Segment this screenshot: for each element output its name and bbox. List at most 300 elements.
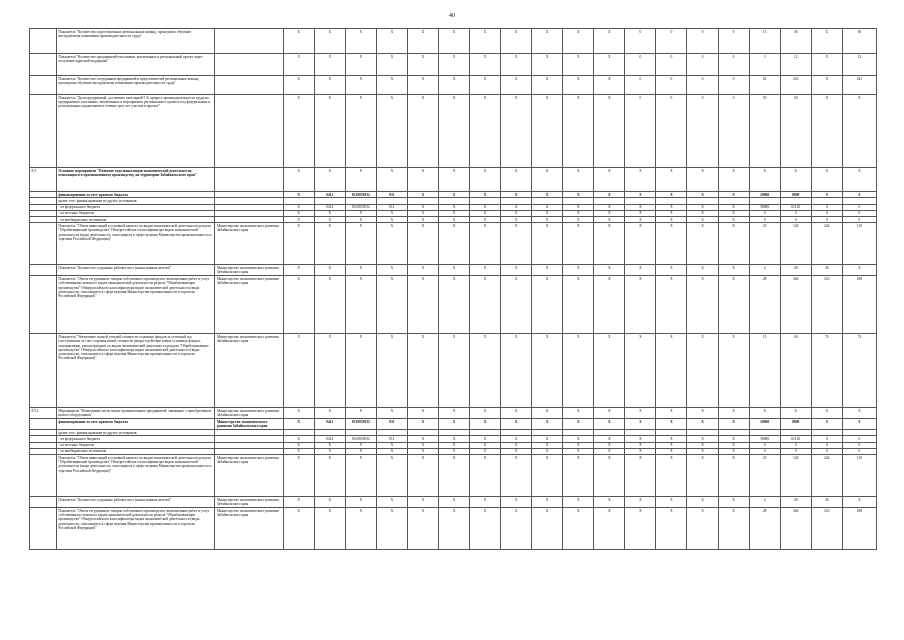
value-cell: X	[532, 95, 563, 168]
value-cell: X	[438, 217, 469, 223]
value-cell: X	[718, 419, 749, 430]
value-cell: X	[842, 265, 876, 276]
value-cell: X	[718, 442, 749, 448]
value-cell: 323	[811, 508, 842, 550]
value-cell: X	[594, 497, 625, 508]
value-cell: X	[438, 76, 469, 95]
value-cell: X	[407, 217, 438, 223]
responsible-cell: Министерство экономического развития Забайкальского края	[215, 334, 283, 408]
value-cell: X	[532, 448, 563, 454]
value-cell: X	[718, 265, 749, 276]
value-cell: X	[656, 192, 687, 198]
value-cell: 0	[811, 419, 842, 430]
value-cell: X	[718, 334, 749, 408]
value-cell: X	[687, 508, 718, 550]
table-row	[30, 419, 877, 430]
value-cell: 0	[842, 217, 876, 223]
value-cell: 224	[811, 223, 842, 265]
value-cell: X	[594, 442, 625, 448]
value-cell: X	[656, 223, 687, 265]
value-cell: X	[470, 508, 501, 550]
value-cell: 0	[811, 436, 842, 442]
value-cell: X	[718, 210, 749, 216]
description-cell: Показатель "Количество подготовленных региональных команд, прошедших обучение инструментам повышения производительности труда"	[56, 29, 214, 54]
value-cell: X	[563, 192, 594, 198]
value-cell: X	[376, 508, 407, 550]
value-cell: 40	[780, 334, 811, 408]
value-cell: X	[501, 76, 532, 95]
value-cell: X	[438, 265, 469, 276]
value-cell: X	[656, 442, 687, 448]
value-cell: X	[594, 436, 625, 442]
value-cell: 0	[656, 76, 687, 95]
value-cell: X	[407, 265, 438, 276]
value-cell: 8800	[780, 192, 811, 198]
value-cell: 0412	[314, 436, 345, 442]
value-cell: X	[532, 168, 563, 192]
value-cell: X	[438, 210, 469, 216]
value-cell: X	[283, 497, 314, 508]
value-cell: 0310853932	[345, 204, 376, 210]
value-cell: X	[532, 217, 563, 223]
value-cell: X	[625, 508, 656, 550]
value-cell: X	[438, 223, 469, 265]
value-cell: X	[687, 265, 718, 276]
value-cell: X	[376, 223, 407, 265]
value-cell: X	[594, 168, 625, 192]
value-cell: X	[376, 210, 407, 216]
value-cell: 110	[842, 455, 876, 497]
description-cell: Показатель "Объем отгруженных товаров собственного производства, выполненных работ и услуг собственными силами по видам экономической деятельности раздела "Обрабатывающие производства" Общероссийского классификатора видов экономической деятельности (виды деятельности, относящиеся к сфере ведения Министерства промышленности и торговли Российской Федерации)"	[56, 276, 214, 334]
value-cell: X	[283, 95, 314, 168]
value-cell: X	[563, 210, 594, 216]
value-cell: X	[625, 276, 656, 334]
value-cell: X	[438, 54, 469, 76]
value-cell: X	[314, 448, 345, 454]
description-cell: Основное мероприятие "Развитие отдельных видов экономической деятельности, относящихся к промышленному производству, на территории Забайкальского края"	[56, 168, 214, 192]
value-cell: X	[594, 76, 625, 95]
value-cell: X	[283, 419, 314, 430]
value-cell: 4	[749, 497, 780, 508]
value-cell: X	[470, 497, 501, 508]
value-cell: X	[625, 419, 656, 430]
value-cell: X	[345, 448, 376, 454]
value-cell: X	[283, 210, 314, 216]
value-cell: 243	[842, 76, 876, 95]
value-cell: X	[687, 419, 718, 430]
value-cell: 28	[749, 276, 780, 334]
value-cell: X	[470, 408, 501, 419]
table-row	[30, 276, 877, 334]
value-cell: 811	[376, 192, 407, 198]
value-cell: X	[532, 223, 563, 265]
value-cell: X	[656, 168, 687, 192]
value-cell: X	[438, 276, 469, 334]
value-cell: 323	[811, 276, 842, 334]
value-cell: X	[656, 419, 687, 430]
value-cell: 0	[656, 95, 687, 168]
value-cell: X	[438, 204, 469, 210]
value-cell: 811	[376, 436, 407, 442]
value-cell: X	[407, 168, 438, 192]
value-cell: X	[842, 168, 876, 192]
value-cell: X	[407, 448, 438, 454]
row-number-cell: 8.5.1	[30, 408, 57, 419]
value-cell: X	[625, 210, 656, 216]
value-cell: X	[656, 217, 687, 223]
value-cell: X	[345, 54, 376, 76]
value-cell: X	[625, 223, 656, 265]
value-cell: X	[407, 497, 438, 508]
value-cell: X	[438, 334, 469, 408]
value-cell: 28	[749, 508, 780, 550]
value-cell: 36	[811, 497, 842, 508]
value-cell: X	[407, 54, 438, 76]
value-cell: X	[532, 29, 563, 54]
table-body	[30, 29, 877, 550]
value-cell: 15	[749, 334, 780, 408]
value-cell: 62	[749, 76, 780, 95]
row-number-cell	[30, 95, 57, 168]
value-cell: X	[501, 168, 532, 192]
value-cell: X	[314, 265, 345, 276]
value-cell: 0	[811, 192, 842, 198]
value-cell: X	[470, 29, 501, 54]
value-cell: 0	[718, 76, 749, 95]
description-cell: - из федерального бюджета	[56, 204, 214, 210]
value-cell: 0310853932	[345, 192, 376, 198]
value-cell: X	[687, 455, 718, 497]
value-cell: X	[501, 448, 532, 454]
value-cell: 364	[780, 276, 811, 334]
value-cell: X	[501, 442, 532, 448]
value-cell: X	[376, 76, 407, 95]
value-cell: X	[501, 276, 532, 334]
value-cell: X	[625, 334, 656, 408]
value-cell: X	[376, 448, 407, 454]
value-cell: X	[687, 192, 718, 198]
value-cell: X	[345, 210, 376, 216]
value-cell: X	[407, 95, 438, 168]
value-cell: X	[563, 204, 594, 210]
value-cell: X	[407, 334, 438, 408]
value-cell: X	[283, 217, 314, 223]
description-cell: Показатель "Количество созданных рабочих мест (накопленным итогом)"	[56, 265, 214, 276]
value-cell: 0	[811, 448, 842, 454]
value-cell: X	[501, 497, 532, 508]
description-cell: - из внебюджетных источников	[56, 448, 214, 454]
value-cell: X	[594, 210, 625, 216]
value-cell: X	[345, 497, 376, 508]
responsible-cell: Министерство экономического развития Забайкальского края	[215, 508, 283, 550]
value-cell: X	[376, 276, 407, 334]
value-cell: X	[407, 192, 438, 198]
value-cell: 8800	[780, 419, 811, 430]
value-cell: X	[532, 54, 563, 76]
responsible-cell: Министерство экономического развития Забайкальского края	[215, 276, 283, 334]
value-cell: X	[470, 192, 501, 198]
value-cell: 0	[842, 436, 876, 442]
value-cell: X	[563, 334, 594, 408]
value-cell: X	[532, 419, 563, 430]
value-cell: X	[345, 29, 376, 54]
value-cell: X	[532, 497, 563, 508]
value-cell: X	[438, 442, 469, 448]
value-cell: X	[501, 436, 532, 442]
value-cell: 0	[842, 442, 876, 448]
description-cell: - из федерального бюджета	[56, 436, 214, 442]
value-cell: 0	[811, 204, 842, 210]
value-cell: X	[532, 408, 563, 419]
row-number-cell: 8.5.	[30, 168, 57, 192]
value-cell: X	[345, 442, 376, 448]
value-cell: 13	[749, 29, 780, 54]
value-cell: X	[438, 192, 469, 198]
value-cell: 0	[749, 217, 780, 223]
value-cell: X	[656, 455, 687, 497]
value-cell: 0	[749, 442, 780, 448]
value-cell: X	[563, 497, 594, 508]
description-cell: Показатель "Количество созданных рабочих мест (накопленным итогом)"	[56, 497, 214, 508]
row-number-cell	[30, 419, 57, 430]
value-cell: X	[438, 436, 469, 442]
value-cell: 20000	[749, 192, 780, 198]
value-cell: X	[563, 508, 594, 550]
value-cell: X	[656, 210, 687, 216]
value-cell: X	[407, 419, 438, 430]
value-cell: 0	[842, 419, 876, 430]
description-cell: финансирование за счет краевого бюджета	[56, 192, 214, 198]
value-cell: X	[314, 508, 345, 550]
value-cell: X	[407, 408, 438, 419]
value-cell: X	[625, 265, 656, 276]
value-cell: X	[563, 455, 594, 497]
value-cell: X	[563, 436, 594, 442]
value-cell: X	[283, 265, 314, 276]
value-cell: X	[283, 29, 314, 54]
value-cell: X	[625, 408, 656, 419]
value-cell: X	[345, 265, 376, 276]
table-row	[30, 54, 877, 76]
value-cell: X	[501, 29, 532, 54]
value-cell: X	[376, 442, 407, 448]
value-cell: X	[283, 76, 314, 95]
value-cell: X	[407, 436, 438, 442]
value-cell: X	[563, 448, 594, 454]
value-cell: X	[532, 334, 563, 408]
value-cell: X	[314, 210, 345, 216]
value-cell: X	[594, 95, 625, 168]
description-cell: Показатель "Доля предприятий, достигших ежегодный 5 % прирост производительности труда на предприятиях участниках, вовлеченных в мероприятия регионального проекта под федеральным и региональным управлением в течение трех лет участия в проекте"	[56, 95, 214, 168]
value-cell: X	[470, 436, 501, 442]
row-number-cell	[30, 54, 57, 76]
value-cell: 0	[749, 448, 780, 454]
value-cell: 0	[687, 95, 718, 168]
value-cell: 0412	[314, 192, 345, 198]
value-cell: X	[376, 168, 407, 192]
description-cell: Показатель "Количество сотрудников предприятий и представителей региональных команд, прошедших обучение инструментам повышения производительности труда"	[56, 76, 214, 95]
description-cell: - из местных бюджетов	[56, 210, 214, 216]
value-cell: 36	[780, 29, 811, 54]
value-cell: 0	[842, 210, 876, 216]
value-cell: X	[718, 508, 749, 550]
responsible-cell: Министерство экономического развития Забайкальского края	[215, 265, 283, 276]
value-cell: X	[376, 95, 407, 168]
value-cell: X	[656, 497, 687, 508]
value-cell: 0310853932	[345, 419, 376, 430]
value-cell: X	[625, 168, 656, 192]
value-cell: 0	[625, 29, 656, 54]
value-cell: X	[718, 168, 749, 192]
value-cell: X	[501, 408, 532, 419]
value-cell: X	[594, 448, 625, 454]
row-number-cell	[30, 508, 57, 550]
value-cell: X	[376, 497, 407, 508]
value-cell: X	[438, 419, 469, 430]
description-cell: Показатель "Количество предприятий-участников, вовлеченных в региональный проект через получение адресной поддержки"	[56, 54, 214, 76]
description-cell: Показатель "Объем отгруженных товаров собственного производства, выполненных работ и услуг собственными силами по видам экономической деятельности раздела "Обрабатывающие производства" Общероссийского классификатора видов экономической деятельности (виды деятельности, относящиеся к сфере ведения Министерства промышленности и торговли Российской Федерации)"	[56, 508, 214, 550]
value-cell: X	[656, 334, 687, 408]
value-cell: X	[718, 204, 749, 210]
value-cell: X	[563, 76, 594, 95]
value-cell: X	[470, 54, 501, 76]
row-number-cell	[30, 276, 57, 334]
value-cell: X	[718, 223, 749, 265]
value-cell: X	[470, 95, 501, 168]
value-cell: X	[718, 192, 749, 198]
value-cell: X	[811, 408, 842, 419]
value-cell: X	[625, 455, 656, 497]
value-cell: 0	[656, 54, 687, 76]
value-cell: X	[811, 76, 842, 95]
value-cell: X	[407, 210, 438, 216]
value-cell: X	[376, 408, 407, 419]
value-cell: 4	[749, 265, 780, 276]
value-cell: X	[625, 192, 656, 198]
value-cell: X	[687, 442, 718, 448]
value-cell: X	[314, 76, 345, 95]
value-cell: X	[594, 265, 625, 276]
value-cell: X	[376, 265, 407, 276]
table-row	[30, 95, 877, 168]
value-cell: 0	[718, 95, 749, 168]
value-cell: X	[283, 223, 314, 265]
value-cell: X	[594, 54, 625, 76]
value-cell: X	[501, 334, 532, 408]
value-cell: X	[470, 276, 501, 334]
value-cell: X	[687, 334, 718, 408]
value-cell: 0	[842, 448, 876, 454]
value-cell: X	[532, 455, 563, 497]
value-cell: X	[314, 497, 345, 508]
value-cell: 0	[811, 217, 842, 223]
value-cell: X	[470, 265, 501, 276]
value-cell: X	[283, 508, 314, 550]
value-cell: X	[687, 276, 718, 334]
value-cell: X	[501, 265, 532, 276]
value-cell: X	[718, 455, 749, 497]
value-cell: X	[563, 276, 594, 334]
value-cell: 180	[842, 276, 876, 334]
value-cell: 28	[780, 265, 811, 276]
value-cell: X	[687, 223, 718, 265]
value-cell: 243	[780, 76, 811, 95]
row-number-cell	[30, 265, 57, 276]
value-cell: X	[470, 223, 501, 265]
table-row	[30, 408, 877, 419]
table-row	[30, 508, 877, 550]
responsible-cell	[215, 168, 283, 192]
value-cell: 50	[749, 95, 780, 168]
value-cell: X	[407, 276, 438, 334]
value-cell: X	[345, 223, 376, 265]
value-cell: X	[407, 76, 438, 95]
row-number-cell	[30, 223, 57, 265]
value-cell: X	[501, 455, 532, 497]
value-cell: X	[283, 442, 314, 448]
value-cell: 74	[842, 334, 876, 408]
value-cell: 0	[718, 54, 749, 76]
value-cell: 20000	[749, 419, 780, 430]
value-cell: X	[314, 54, 345, 76]
value-cell: X	[625, 217, 656, 223]
value-cell: X	[283, 192, 314, 198]
value-cell: 224	[811, 455, 842, 497]
value-cell: X	[625, 442, 656, 448]
value-cell: X	[594, 29, 625, 54]
value-cell: X	[749, 408, 780, 419]
value-cell: X	[501, 54, 532, 76]
value-cell: X	[625, 497, 656, 508]
value-cell: X	[594, 455, 625, 497]
table-row	[30, 265, 877, 276]
value-cell: X	[532, 192, 563, 198]
description-cell: - из местных бюджетов	[56, 442, 214, 448]
row-number-cell	[30, 455, 57, 497]
value-cell: 0	[842, 192, 876, 198]
value-cell: X	[594, 419, 625, 430]
value-cell: X	[376, 455, 407, 497]
value-cell: 12	[780, 54, 811, 76]
value-cell: X	[470, 210, 501, 216]
value-cell: 25	[749, 223, 780, 265]
value-cell: X	[314, 223, 345, 265]
value-cell: X	[625, 436, 656, 442]
table-row	[30, 334, 877, 408]
value-cell: 0	[811, 442, 842, 448]
value-cell: X	[283, 204, 314, 210]
value-cell: X	[376, 334, 407, 408]
value-cell: X	[470, 204, 501, 210]
value-cell: 811	[376, 204, 407, 210]
value-cell: 38000	[749, 436, 780, 442]
value-cell: 0	[625, 54, 656, 76]
value-cell: X	[594, 508, 625, 550]
row-number-cell	[30, 29, 57, 54]
value-cell: X	[345, 217, 376, 223]
description-cell: - из внебюджетных источников	[56, 217, 214, 223]
value-cell: 0	[749, 210, 780, 216]
value-cell: X	[563, 168, 594, 192]
value-cell: X	[314, 29, 345, 54]
value-cell: 0	[687, 29, 718, 54]
value-cell: X	[501, 204, 532, 210]
value-cell: 0	[842, 204, 876, 210]
value-cell: X	[283, 436, 314, 442]
value-cell: X	[470, 419, 501, 430]
value-cell: X	[532, 508, 563, 550]
value-cell: X	[656, 436, 687, 442]
